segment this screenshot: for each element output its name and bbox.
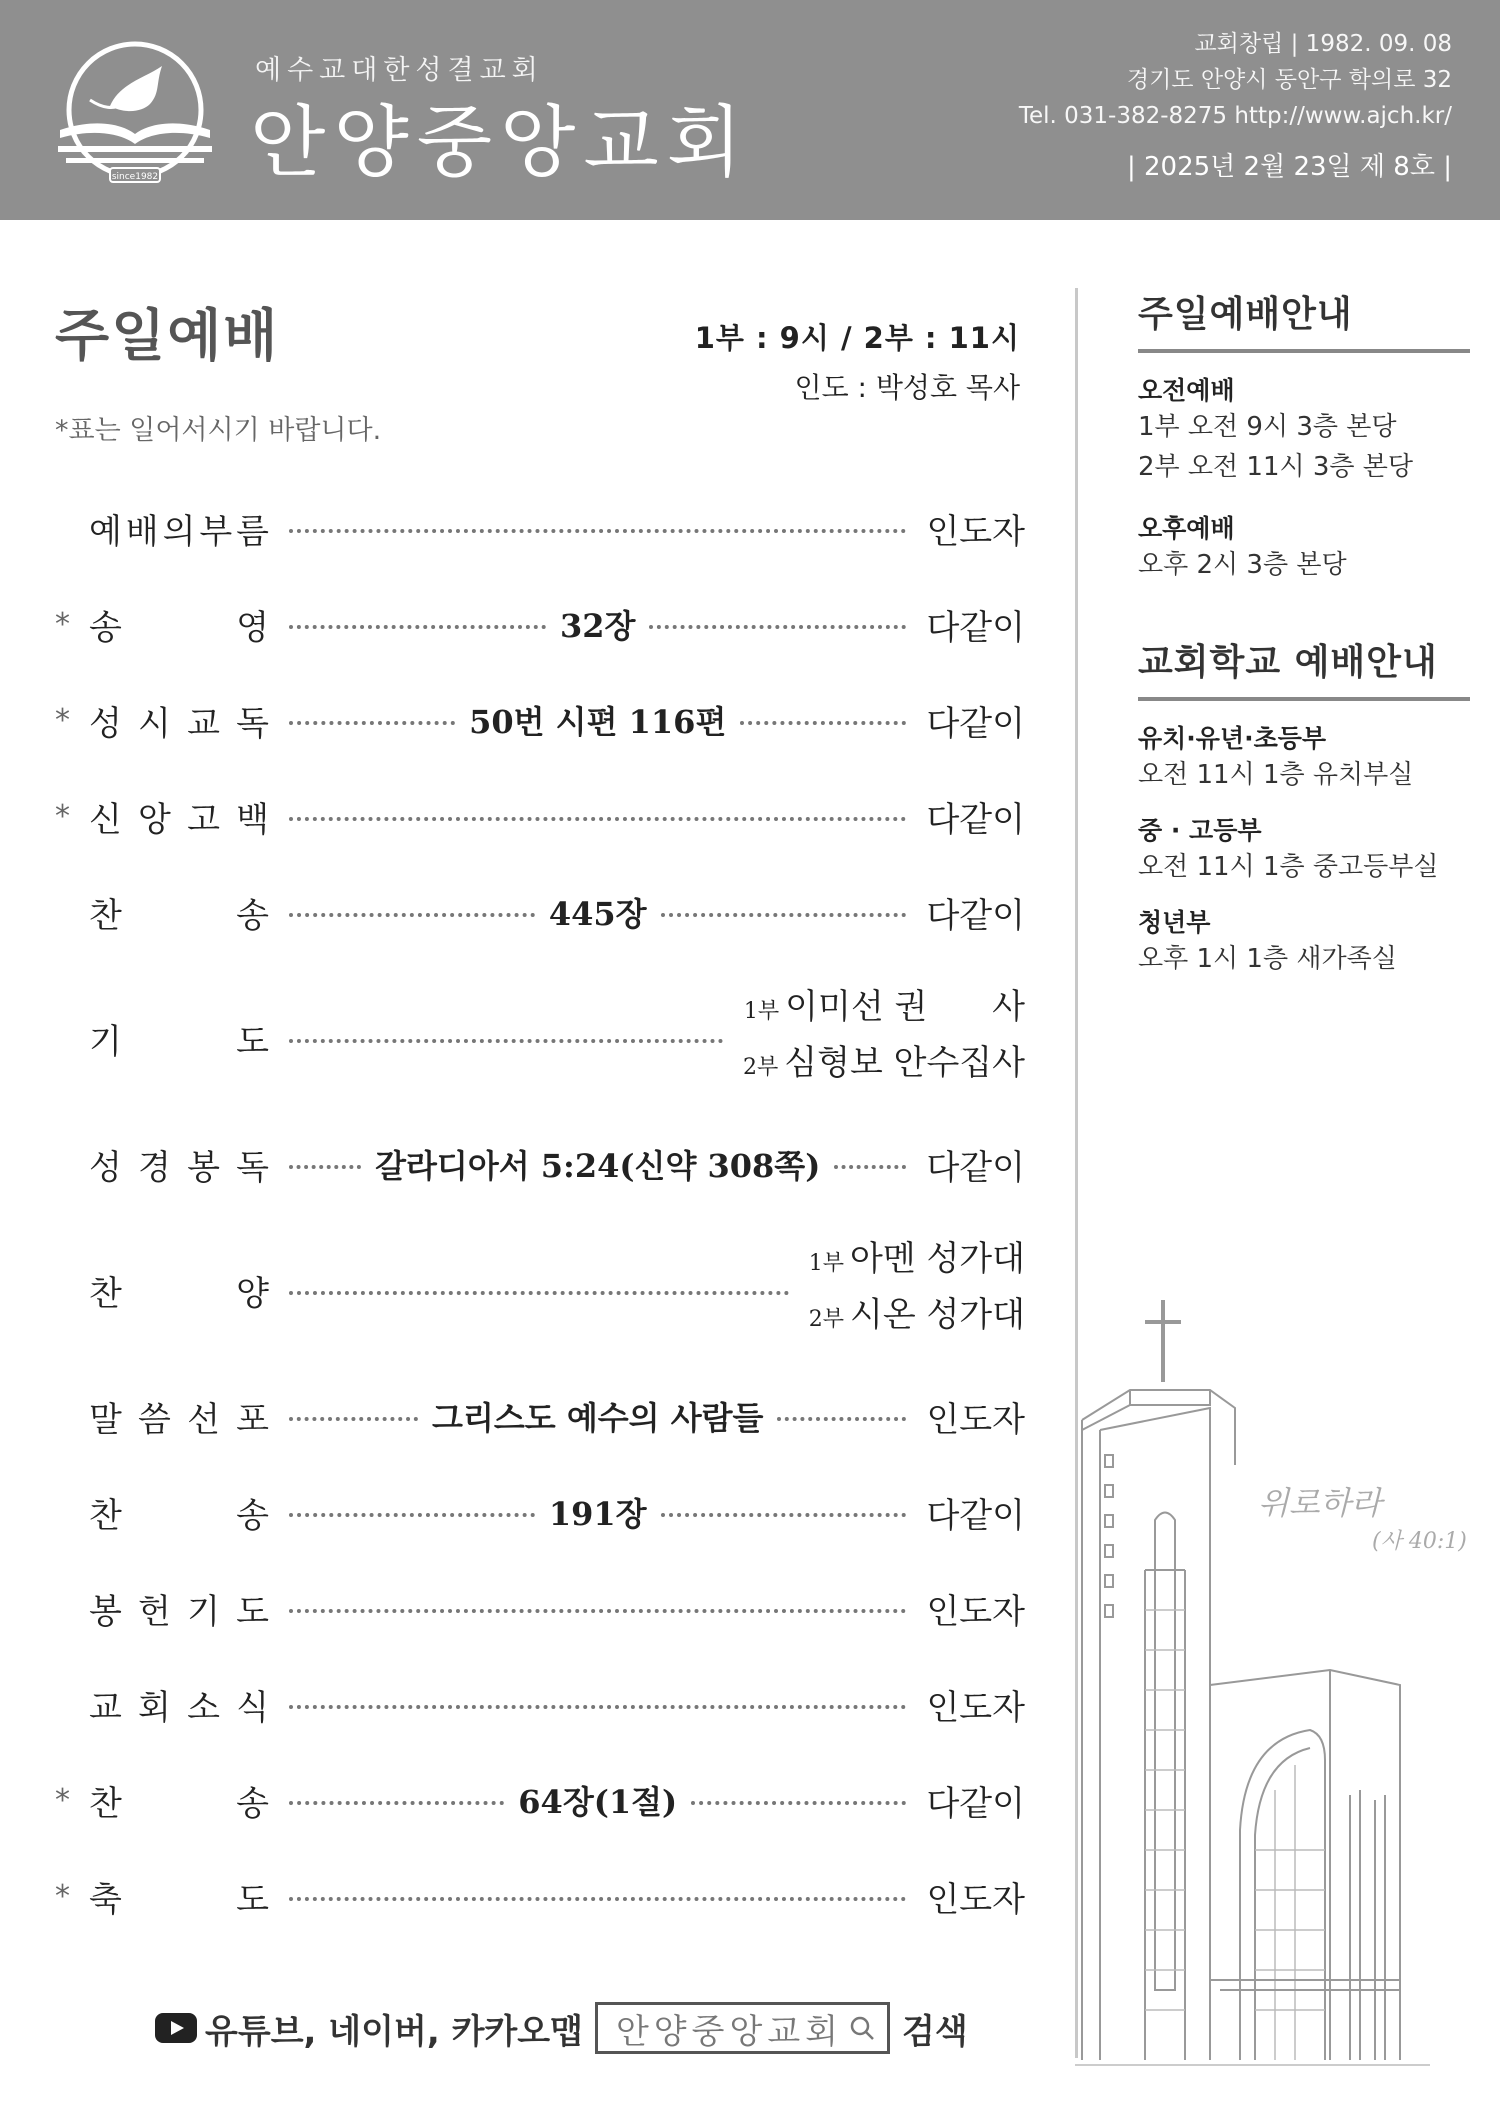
service-part: 2부 <box>808 1307 844 1332</box>
order-item-char: 양 <box>236 1273 269 1314</box>
order-item-content: 50번 시편 116편 <box>469 703 727 741</box>
sunday-worship-guide <box>1138 286 1470 585</box>
order-item-char: 교 <box>187 703 220 744</box>
youtube-icon <box>155 2013 197 2043</box>
church-school-guide <box>1138 634 1470 979</box>
order-item-char: 경 <box>138 1147 171 1188</box>
leader-line <box>809 1290 1025 1346</box>
stand-marker: * <box>55 702 70 738</box>
dotted-leader <box>289 1801 504 1805</box>
order-item-char: 찬 <box>89 895 122 936</box>
leader-line <box>743 1038 1025 1094</box>
dotted-leader <box>289 913 535 917</box>
order-item-name <box>89 792 269 841</box>
leader-dots <box>289 601 906 647</box>
order-item-char: 성 <box>89 1147 122 1188</box>
dotted-leader <box>649 625 906 629</box>
church-contact[interactable]: Tel. 031-382-8275 http://www.ajch.kr/ <box>1018 103 1452 129</box>
dotted-leader <box>289 721 455 725</box>
order-item-char: 송 <box>236 1783 269 1824</box>
order-item-char: 찬 <box>89 1783 122 1824</box>
order-row <box>55 1848 1025 1944</box>
dotted-leader <box>289 1039 723 1043</box>
logo-since-text: since1982 <box>111 172 159 182</box>
order-item-performer: 인도자 <box>926 511 1025 552</box>
leader-dots <box>289 811 906 821</box>
order-item-name <box>89 1584 269 1633</box>
order-item-char: 기 <box>187 1591 220 1632</box>
service-part: 1부 <box>743 999 780 1024</box>
afternoon-worship-label: 오후예배 <box>1138 514 1235 543</box>
order-item-performer: 인도자 <box>926 1879 1025 1920</box>
order-row <box>55 1656 1025 1752</box>
order-item-char: 소 <box>187 1687 220 1728</box>
order-item-performer: 다같이 <box>926 1783 1025 1824</box>
order-item-char: 앙 <box>138 799 171 840</box>
issue-date: | 2025년 2월 23일 제 8호 | <box>1126 152 1452 182</box>
order-item-char: 시 <box>138 703 171 744</box>
order-item-char: 고 <box>187 799 220 840</box>
morning-service-2: 2부 오전 11시 3층 본당 <box>1138 452 1414 482</box>
dotted-leader <box>289 625 546 629</box>
order-item-char: 송 <box>89 607 122 648</box>
leader-dots <box>289 1777 906 1823</box>
order-item-content: 갈라디아서 5:24(신약 308쪽) <box>375 1147 821 1185</box>
youth-dept-label: 중 · 고등부 <box>1138 816 1262 845</box>
young-adult-label: 청년부 <box>1138 908 1211 937</box>
order-item-char: 송 <box>236 895 269 936</box>
search-suffix: 검색 <box>902 2011 968 2052</box>
stand-marker: * <box>55 1782 70 1818</box>
order-item-char: 송 <box>236 1495 269 1536</box>
leader-dots <box>289 1393 906 1439</box>
bulletin-header <box>0 0 1500 220</box>
verse-reference: (사 40:1) <box>1372 1529 1467 1554</box>
kids-dept-time: 오전 11시 1층 유치부실 <box>1138 760 1414 790</box>
dotted-leader <box>289 1897 906 1901</box>
kids-dept-label: 유치·유년·초등부 <box>1138 724 1327 753</box>
leader-dots <box>289 1891 906 1901</box>
order-item-content: 32장 <box>560 607 636 645</box>
order-item-name <box>89 1014 269 1063</box>
order-item-name <box>89 1392 269 1441</box>
search-icon <box>849 2015 875 2041</box>
order-item-char: 말 <box>89 1399 122 1440</box>
order-item-content: 64장(1절) <box>518 1783 678 1821</box>
order-item-name <box>89 1140 269 1189</box>
order-item-char: 도 <box>236 1591 269 1632</box>
order-item-char: 백 <box>236 799 269 840</box>
leader-dots <box>289 1699 906 1709</box>
morning-service-1: 1부 오전 9시 3층 본당 <box>1138 412 1397 442</box>
order-item-name <box>89 504 269 553</box>
verse-text: 위로하라 <box>1258 1484 1382 1522</box>
dotted-leader <box>289 1609 906 1613</box>
order-item-performer: 다같이 <box>926 1147 1025 1188</box>
leader-line <box>743 982 1025 1038</box>
leader-dots <box>289 889 906 935</box>
youth-dept-time: 오전 11시 1층 중고등부실 <box>1138 852 1439 882</box>
order-item-performer: 다같이 <box>926 895 1025 936</box>
leader-dots <box>289 1141 906 1187</box>
dotted-leader <box>289 1291 789 1295</box>
order-item-name <box>89 1488 269 1537</box>
order-item-char: 영 <box>236 607 269 648</box>
stand-marker: * <box>55 798 70 834</box>
order-item-performer: 다같이 <box>926 799 1025 840</box>
church-building-illustration <box>1070 1290 1500 2070</box>
order-item-char: 찬 <box>89 1273 122 1314</box>
order-row <box>55 1212 1025 1368</box>
order-item-char: 교 <box>89 1687 122 1728</box>
dotted-leader <box>777 1417 906 1421</box>
dotted-leader <box>661 913 907 917</box>
order-row <box>55 864 1025 960</box>
morning-worship-label: 오전예배 <box>1138 376 1235 405</box>
order-row <box>55 576 1025 672</box>
leader-line <box>809 1234 1025 1290</box>
order-item-char: 신 <box>89 799 122 840</box>
service-times: 1부 : 9시 / 2부 : 11시 <box>694 321 1020 355</box>
order-item-content: 191장 <box>548 1495 647 1533</box>
order-item-char: 축 <box>89 1879 122 1920</box>
order-item-content: 445장 <box>548 895 647 933</box>
order-item-char: 봉 <box>187 1147 220 1188</box>
order-item-char: 포 <box>236 1399 269 1440</box>
order-item-char: 배 <box>125 511 159 552</box>
order-item-char: 씀 <box>138 1399 171 1440</box>
leader-dots <box>289 1603 906 1613</box>
order-item-name <box>89 1266 269 1315</box>
dotted-leader <box>691 1801 906 1805</box>
service-part: 1부 <box>808 1251 844 1276</box>
order-item-performer: 인도자 <box>926 1591 1025 1632</box>
church-name-title: 안양중앙교회 <box>250 98 751 188</box>
leader-dots <box>289 523 906 533</box>
leader-name: 이미선 권 사 <box>785 987 1025 1027</box>
leader-dots <box>289 1033 723 1043</box>
order-row <box>55 768 1025 864</box>
worship-leader: 인도 : 박성호 목사 <box>794 371 1020 404</box>
order-item-char: 의 <box>162 511 196 552</box>
dotted-leader <box>834 1165 906 1169</box>
founded-date: 교회창립 | 1982. 09. 08 <box>1194 31 1452 57</box>
order-row <box>55 1368 1025 1464</box>
order-item-content: 그리스도 예수의 사람들 <box>432 1399 764 1437</box>
order-row <box>55 480 1025 576</box>
service-part: 2부 <box>743 1055 779 1080</box>
order-item-char: 식 <box>236 1687 269 1728</box>
order-item-performer: 다같이 <box>926 1495 1025 1536</box>
order-item-char: 도 <box>236 1879 269 1920</box>
leader-name: 아멘 성가대 <box>849 1239 1025 1279</box>
sunday-guide-title: 주일예배안내 <box>1138 286 1470 353</box>
leader-name: 시온 성가대 <box>849 1295 1025 1335</box>
order-item-name <box>89 1680 269 1729</box>
order-row <box>55 960 1025 1116</box>
order-item-char: 도 <box>236 1021 269 1062</box>
dotted-leader <box>661 1513 907 1517</box>
search-term: 안양중앙교회 <box>615 2011 844 2052</box>
order-item-char: 성 <box>89 703 122 744</box>
order-item-char: 독 <box>236 703 269 744</box>
church-address: 경기도 안양시 동안구 학의로 32 <box>1126 67 1452 93</box>
order-item-char: 부 <box>199 511 233 552</box>
dotted-leader <box>289 1165 361 1169</box>
order-item-performer: 인도자 <box>926 1399 1025 1440</box>
order-row <box>55 1464 1025 1560</box>
leader-dots <box>289 1285 789 1295</box>
order-row <box>55 1752 1025 1848</box>
stand-marker: * <box>55 606 70 642</box>
order-item-leaders <box>743 982 1025 1094</box>
order-row <box>55 1116 1025 1212</box>
search-box[interactable] <box>595 2002 890 2054</box>
church-logo-icon <box>50 38 220 188</box>
order-item-leaders <box>809 1234 1025 1346</box>
order-item-name <box>89 1872 269 1921</box>
order-item-char: 찬 <box>89 1495 122 1536</box>
order-item-name <box>89 1776 269 1825</box>
dotted-leader <box>740 721 906 725</box>
order-item-performer: 다같이 <box>926 703 1025 744</box>
order-item-char: 선 <box>187 1399 220 1440</box>
order-item-name <box>89 888 269 937</box>
order-item-char: 예 <box>89 511 122 552</box>
dotted-leader <box>289 529 906 533</box>
order-item-char: 독 <box>236 1147 269 1188</box>
order-of-worship <box>55 480 1025 1944</box>
stand-marker: * <box>55 1878 70 1914</box>
denomination-subtitle: 예수교대한성결교회 <box>255 55 544 86</box>
order-item-char: 기 <box>89 1021 122 1062</box>
order-item-char: 헌 <box>138 1591 171 1632</box>
stand-note: *표는 일어서시기 바랍니다. <box>55 415 382 446</box>
young-adult-time: 오후 1시 1층 새가족실 <box>1138 944 1397 974</box>
school-guide-title: 교회학교 예배안내 <box>1138 634 1470 701</box>
dotted-leader <box>289 1417 418 1421</box>
order-row <box>55 1560 1025 1656</box>
leader-dots <box>289 1489 906 1535</box>
order-item-name <box>89 696 269 745</box>
worship-title: 주일예배 <box>55 304 280 369</box>
dotted-leader <box>289 817 906 821</box>
dotted-leader <box>289 1513 535 1517</box>
platform-list: 유튜브, 네이버, 카카오맵 <box>205 2011 583 2052</box>
church-info-block <box>1019 26 1452 134</box>
dotted-leader <box>289 1705 906 1709</box>
order-item-char: 름 <box>236 511 269 552</box>
order-item-name <box>89 600 269 649</box>
order-item-char: 회 <box>138 1687 171 1728</box>
order-item-performer: 다같이 <box>926 607 1025 648</box>
order-row <box>55 672 1025 768</box>
order-item-char: 봉 <box>89 1591 122 1632</box>
afternoon-service-1: 오후 2시 3층 본당 <box>1138 550 1347 580</box>
order-item-performer: 인도자 <box>926 1687 1025 1728</box>
leader-name: 심형보 안수집사 <box>784 1043 1025 1083</box>
online-search-footer <box>155 2002 968 2054</box>
leader-dots <box>289 697 906 743</box>
